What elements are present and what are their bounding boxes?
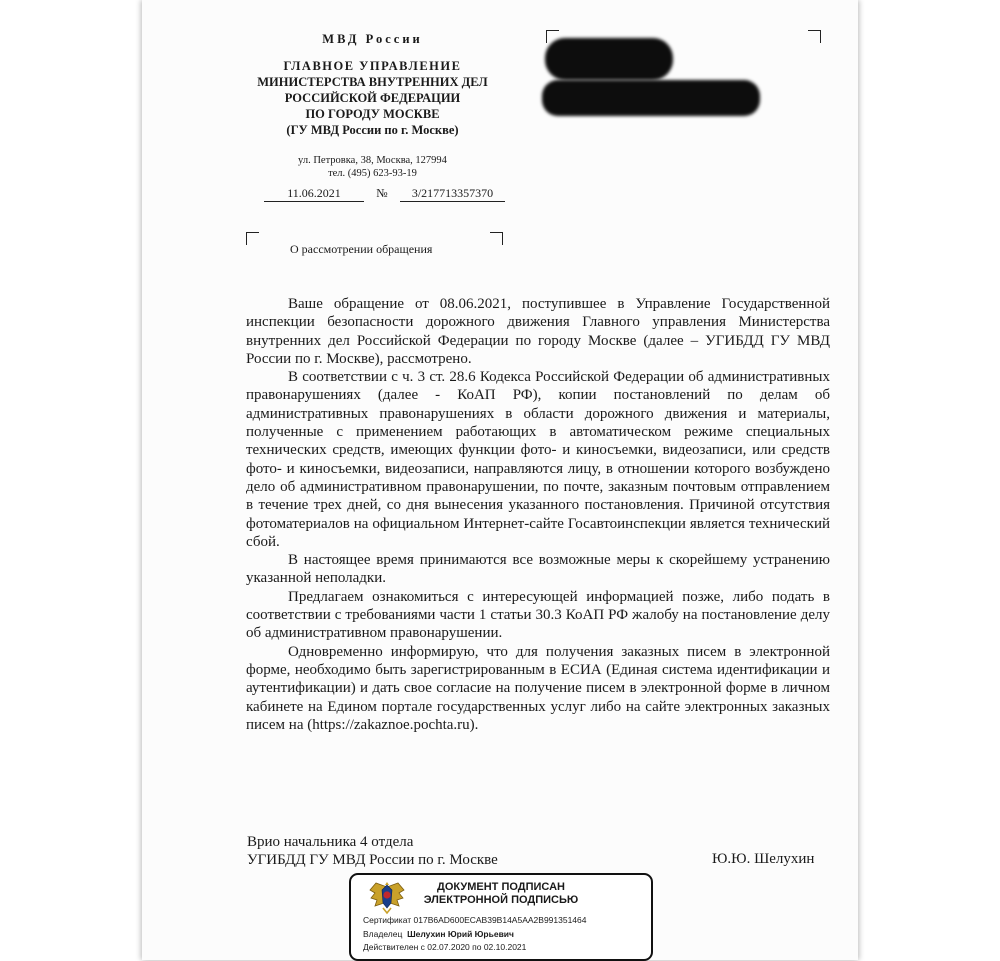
stamp-title: ДОКУМЕНТ ПОДПИСАН xyxy=(437,881,565,893)
letter-body xyxy=(246,295,830,734)
department-line: (ГУ МВД России по г. Москве) xyxy=(286,123,459,137)
document-date: 11.06.2021 xyxy=(264,186,364,202)
body-paragraph: Предлагаем ознакомиться с интересующей информацией позже, либо подать в соответствии с требованиями части 1 статьи 30.3 КоАП РФ жалобу на постановление делу об административном правонарушении. xyxy=(246,588,830,642)
body-paragraph: В настоящее время принимаются все возможные меры к скорейшему устранению указанной неполадки. xyxy=(246,552,830,587)
department-lines xyxy=(245,74,500,138)
certificate-value: 017B6AD600ECAB39B14A5AA2B991351464 xyxy=(413,915,587,925)
owner-label: Владелец xyxy=(363,929,403,939)
owner-value: Шелухин Юрий Юрьевич xyxy=(407,929,514,939)
addressee-corner-right xyxy=(808,30,821,43)
redaction-mark xyxy=(545,38,673,80)
stamp-owner xyxy=(363,929,514,939)
subject-corner-right xyxy=(490,232,503,245)
stamp-title: ЭЛЕКТРОННОЙ ПОДПИСЬЮ xyxy=(423,894,579,906)
phone: тел. (495) 623-93-19 xyxy=(328,168,417,179)
electronic-signature-stamp xyxy=(349,873,653,961)
redaction-mark xyxy=(542,80,760,116)
document-number: 3/217713357370 xyxy=(400,186,505,202)
signatory-name: Ю.Ю. Шелухин xyxy=(712,851,815,867)
department-line: ГЛАВНОЕ УПРАВЛЕНИЕ xyxy=(283,59,462,73)
signatory-department: УГИБДД ГУ МВД России по г. Москве xyxy=(247,852,498,868)
body-paragraph: В соответствии с ч. 3 ст. 28.6 Кодекса Российской Федерации об административных правонарушениях (далее - КоАП РФ), копии постановлений по делам об административных правонарушениях в области дорожного движения и материалы, полученные с применением работающих в автоматическом режиме специальных технических средств, имеющих функции фото- и киносъемки, видеозаписи, или средств фото- и киносъемки, видеозаписи, направляются лицу, в отношении которого возбуждено дело об административном правонарушении, по почте, заказным почтовым отправлением в течение трех дней, со дня вынесения указанного постановления. Причиной отсутствия фотоматериалов на официальном Интернет-сайте Госавтоинспекции является технический сбой. xyxy=(246,369,830,550)
body-paragraph: Одновременно информирую, что для получения заказных писем в электронной форме, необходимо быть зарегистрированным в ЕСИА (Единая система идентификации и аутентификации) и дать свое согласие на получение писем в электронной форме в личном кабинете на Едином портале государственных услуг либо на сайте электронных заказных писем на (https://zakaznoe.pochta.ru). xyxy=(246,643,830,733)
stamp-validity: Действителен с 02.07.2020 по 02.10.2021 xyxy=(363,942,527,952)
department-name xyxy=(245,58,500,74)
department-line: МИНИСТЕРСТВА ВНУТРЕННИХ ДЕЛ xyxy=(257,75,488,89)
ministry-name: МВД России xyxy=(322,32,423,46)
certificate-label: Сертификат xyxy=(363,915,412,925)
signatory-position: Врио начальника 4 отдела xyxy=(247,834,414,850)
subject: О рассмотрении обращения xyxy=(290,242,433,256)
stamp-certificate xyxy=(363,915,587,925)
number-sign: № xyxy=(376,186,388,200)
department-line: РОССИЙСКОЙ ФЕДЕРАЦИИ xyxy=(284,91,461,105)
department-line: ПО ГОРОДУ МОСКВЕ xyxy=(305,107,440,121)
body-paragraph: Ваше обращение от 08.06.2021, поступившее в Управление Государственной инспекции безопасности дорожного движения Главного управления Министерства внутренних дел Российской Федерации по городу Москве (далее – УГИБДД ГУ МВД России по г. Москве), рассмотрено. xyxy=(246,296,830,367)
subject-corner-left xyxy=(246,232,259,245)
document-date-number xyxy=(264,186,505,202)
address: ул. Петровка, 38, Москва, 127994 xyxy=(298,155,447,166)
